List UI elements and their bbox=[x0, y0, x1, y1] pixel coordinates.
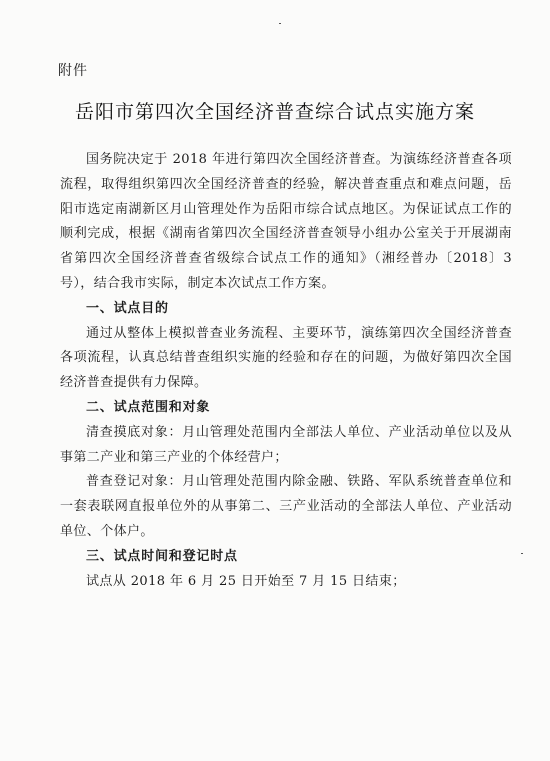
scan-speck bbox=[521, 553, 523, 554]
document-title: 岳阳市第四次全国经济普查综合试点实施方案 bbox=[74, 101, 475, 123]
scan-speck bbox=[279, 23, 281, 24]
purpose-paragraph: 通过从整体上模拟普查业务流程、主要环节，演练第四次全国经济普查各项流程，认真总结普查组织实施的经验和存在的问题，为做好第四次全国经济普查提供有力保障。 bbox=[60, 325, 512, 391]
attachment-label: 附件 bbox=[58, 63, 88, 79]
scope-paragraph-survey: 清查摸底对象：月山管理处范围内全部法人单位、产业活动单位以及从事第二产业和第三产业的个体经营户； bbox=[60, 424, 512, 465]
intro-paragraph: 国务院决定于 2018 年进行第四次全国经济普查。为演练经济普查各项流程，取得组织第四次全国经济普查的经验，解决普查重点和难点问题，岳阳市选定南湖新区月山管理处作为岳阳市综合试点地区。为保证试点工作的顺利完成，根据《湖南省第四次全国经济普查领导小组办公室关于开展湖南省第四次全国经济普查省级综合试点工作的通知》（湘经普办〔2018〕3 号），结合我市实际，制定本次试点工作方案。 bbox=[60, 152, 512, 291]
document-body bbox=[60, 148, 512, 594]
schedule-paragraph: 试点从 2018 年 6 月 25 日开始至 7 月 15 日结束； bbox=[86, 573, 406, 589]
section-heading-purpose: 一、试点目的 bbox=[86, 300, 169, 316]
scope-paragraph-registration: 普查登记对象：月山管理处范围内除金融、铁路、军队系统普查单位和一套表联网直报单位外的从事第二、三产业活动的全部法人单位、产业活动单位、个体户。 bbox=[60, 474, 512, 539]
section-heading-scope: 二、试点范围和对象 bbox=[86, 399, 211, 415]
section-heading-schedule: 三、试点时间和登记时点 bbox=[86, 548, 238, 564]
